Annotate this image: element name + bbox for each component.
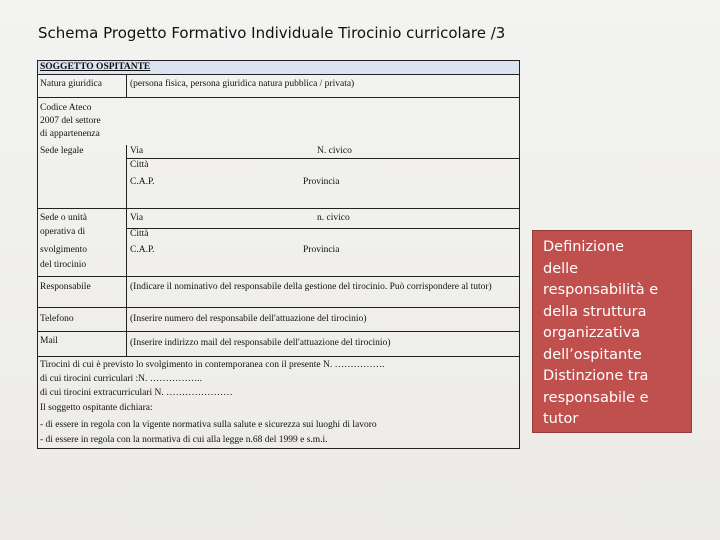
border-left (37, 60, 38, 449)
codice-ateco-label: di appartenenza (40, 129, 100, 139)
divider (37, 97, 520, 98)
citta-label: Città (130, 229, 149, 239)
n-civico-label: n. civico (317, 213, 350, 223)
callout-line: tutor (543, 411, 579, 427)
sede-legale-label: Sede legale (40, 146, 84, 156)
divider (127, 158, 520, 159)
definition-callout (532, 230, 692, 433)
sede-operativa-label: del tirocinio (40, 260, 87, 270)
natura-giuridica-label: Natura giuridica (40, 79, 102, 89)
divider (37, 74, 520, 75)
citta-label: Città (130, 160, 149, 170)
border-bottom (37, 448, 520, 449)
callout-line: responsabile e (543, 389, 649, 406)
divider (37, 331, 520, 332)
sede-operativa-label: Sede o unità (40, 213, 87, 223)
mail-label: Mail (40, 336, 58, 346)
tirocini-extracurriculari-line: di cui tirocini extracurriculari N. ………………… (40, 388, 233, 398)
dichiarazione-line: Il soggetto ospitante dichiara: (40, 403, 153, 413)
callout-line: delle (543, 260, 579, 277)
codice-ateco-label: 2007 del settore (40, 116, 101, 126)
provincia-label: Provincia (303, 245, 340, 255)
tirocini-curriculari-line: di cui tirocini curriculari :N. …………….. (40, 374, 202, 384)
n-civico-label: N. civico (317, 146, 352, 156)
callout-line: dell’ospitante (543, 346, 642, 363)
callout-line: della struttura (543, 303, 647, 320)
border-right (519, 60, 520, 449)
divider (37, 307, 520, 308)
divider (37, 356, 520, 357)
codice-ateco-label: Codice Ateco (40, 103, 92, 113)
via-label: Via (130, 146, 144, 156)
dichiarazione-item: - di essere in regola con la vigente normativa sulla salute e sicurezza sui luoghi di lavoro (40, 420, 377, 430)
divider (127, 228, 520, 229)
telefono-value: (Inserire numero del responsabile dell'attuazione del tirocinio) (130, 314, 367, 324)
natura-giuridica-value: (persona fisica, persona giuridica natura pubblica / privata) (130, 79, 355, 89)
column-divider (126, 145, 127, 356)
sede-operativa-label: svolgimento (40, 245, 87, 255)
responsabile-value: (Indicare il nominativo del responsabile della gestione del tirocinio. Può corrispondere al tutor) (130, 282, 492, 292)
callout-line: Distinzione tra (543, 368, 649, 384)
cap-label: C.A.P. (130, 245, 155, 255)
cap-label: C.A.P. (130, 177, 155, 187)
page-title: Schema Progetto Formativo Individuale Tirocinio curricolare /3 (38, 24, 506, 42)
sede-operativa-label: operativa di (40, 227, 86, 237)
tirocini-line: Tirocini di cui è previsto lo svolgimento in contemporanea con il presente N. ……………. (40, 360, 385, 370)
divider (37, 276, 520, 277)
soggetto-ospitante-form (37, 60, 520, 449)
callout-line: organizzativa (543, 325, 641, 341)
callout-line: Definizione (543, 239, 625, 255)
responsabile-label: Responsabile (40, 282, 91, 292)
provincia-label: Provincia (303, 177, 340, 187)
via-label: Via (130, 213, 144, 223)
mail-value: (Inserire indirizzo mail del responsabile dell'attuazione del tirocinio) (130, 338, 391, 348)
column-divider (126, 74, 127, 98)
border-top (37, 60, 520, 61)
telefono-label: Telefono (40, 314, 74, 324)
callout-line: responsabilità e (543, 282, 659, 298)
form-header: SOGGETTO OSPITANTE (40, 62, 151, 72)
divider (37, 208, 520, 209)
dichiarazione-item: - di essere in regola con la normativa di cui alla legge n.68 del 1999 e s.m.i. (40, 435, 328, 445)
